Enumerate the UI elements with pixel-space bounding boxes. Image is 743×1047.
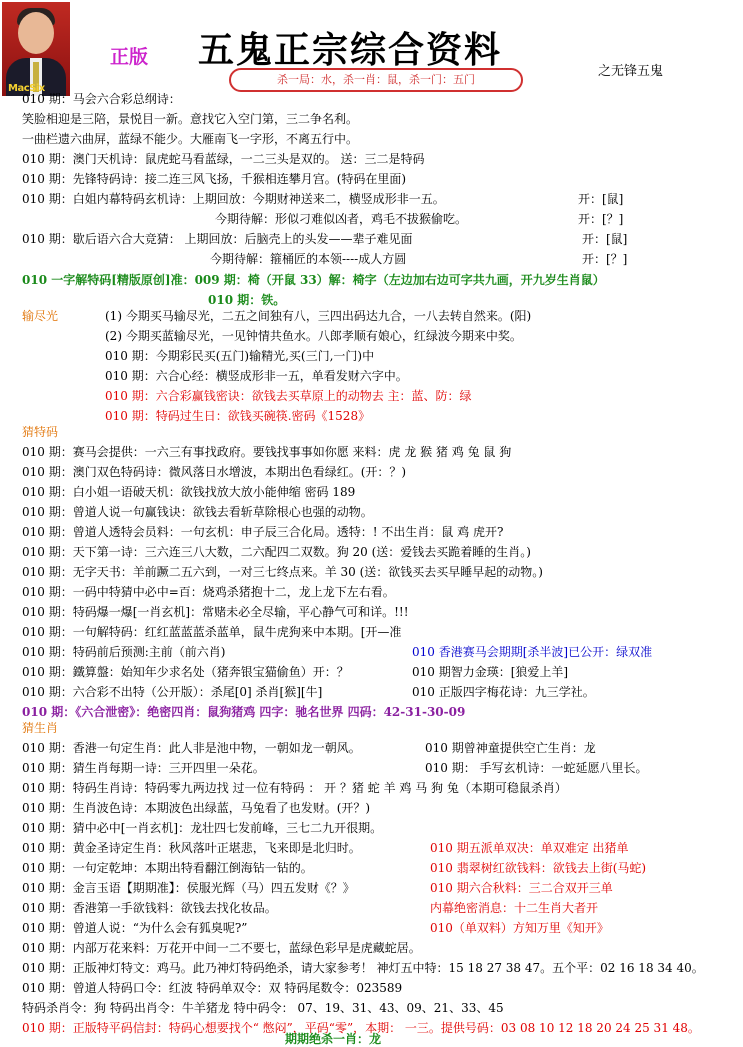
text-line: 010（单双料）方知万里《知开》: [430, 921, 609, 935]
text-line: 010 期：白小姐一语破天机：欲钱找放大放小能伸缩 密码 189: [22, 485, 356, 499]
text-line: 010 期：无字天书：羊前蹶二五六到，一对三七终点来。羊 30 (送：欲钱买去买早睡早起的动物。): [22, 565, 543, 579]
text-line: 一曲栏遗六曲屏，蓝绿不能少。大雁南飞一字形，不离五行中。: [22, 132, 359, 146]
author-photo: [2, 2, 70, 96]
text-line: 010 期： 手写玄机诗：一蛇延愿八里长。: [425, 761, 648, 775]
text-line: 010 香港赛马会期期[杀半波]已公开：绿双准: [412, 645, 653, 659]
text-line: 010 期：澳门双色特码诗：微风落日水增波，本期出色看绿红。(开：？): [22, 465, 407, 479]
text-line: 猜特码: [22, 425, 59, 439]
text-line: 010 期：六合彩赢钱密诀：欲钱去买草原上的动物去 主：蓝、防：绿: [105, 389, 472, 403]
text-line: 010 期：马会六合彩总纲诗：: [22, 92, 181, 106]
edition-badge: 正版: [110, 46, 149, 68]
text-line: 010 期：猜中必中[一肖玄机]：龙壮四七发前峰，三七二九开很期。: [22, 821, 383, 835]
text-line: 今期待解：箍桶匠的本领----成人方圆: [210, 252, 407, 266]
text-line: 010 期：《六合泄密》：绝密四肖：鼠狗猪鸡 四字：驰名世界 四码：42-31-30-09: [22, 705, 466, 719]
text-line: 010 期曾神童提供空亡生肖：龙: [425, 741, 596, 755]
text-line: 输尽光: [22, 309, 59, 323]
text-line: 010 期：白姐内幕特码玄机诗：上期回放：今期财神送来二，横竖成形非一五。: [22, 192, 445, 206]
text-line: 010 期：黄金圣诗定生肖：秋风落叶正堪悲，飞来即是北归时。: [22, 841, 361, 855]
text-line: 010 期：歇后语六合大竞猜： 上期回放：后脑壳上的头发——辈子难见面: [22, 232, 413, 246]
text-line: 010 期五派单双决：单双难定 出猪单: [430, 841, 629, 855]
text-line: 开：[鼠]: [582, 232, 628, 246]
text-line: 010 期：金言玉语【期期准】：侯服光辉（马）四五发财《？》: [22, 881, 355, 895]
text-line: 010 期：澳门天机诗：鼠虎蛇马看蓝绿，一二三头是双的。 送：三二是特码: [22, 152, 425, 166]
text-line: 010 期：生肖波色诗：本期波色出绿蓝，马兔看了也发财。(开？): [22, 801, 371, 815]
text-line: 010 期：正版特平码信封：特码心想要找个“ 憋闷”，平码“零”，本期： 一三。提供号码：03 08 10 12 18 20 24 25 31 48。: [22, 1021, 700, 1035]
text-line: 010 期：曾道人特码口令：红波 特码单双令：双 特码尾数令：023589: [22, 981, 403, 995]
text-line: 010 期：天下第一诗：三六连三八大数，二六配四二双数。狗 20 (送：爱钱去买跪着睡的生肖。): [22, 545, 531, 559]
text-line: 010 期：先锋特码诗：接二连三风飞扬，千猴相连攀月宫。(特码在里面): [22, 172, 407, 186]
text-line: 010 期：曾道人透特会员料：一句玄机：申子辰三合化局。透特：! 不出生肖：鼠 鸡 虎开?: [22, 525, 504, 539]
text-line: 开：[？]: [578, 212, 624, 226]
text-line: 010 期：正版神灯特文：鸡马。此乃神灯特码绝杀，请大家参考！ 神灯五中特：15 18 27 38 47。五个平：02 16 18 34 40。: [22, 961, 704, 975]
text-line: 010 期：猜生肖每期一诗：三开四里一朵花。: [22, 761, 265, 775]
text-line: 010 期：特码前后预测:主前（前六肖): [22, 645, 226, 659]
text-line: 010 期：香港第一手欲钱料：欲钱去找化妆品。: [22, 901, 277, 915]
text-line: (2) 今期买蓝输尽光，一见钟情共鱼水。八郎孝顺有娘心，红绿波今期来中奖。: [105, 329, 522, 343]
text-line: 笑脸相迎是三陪，景悦目一新。意找它入空门第，三二争名利。: [22, 112, 359, 126]
text-line: 特码杀肖令：狗 特码出肖令：牛羊猪龙 特中码令： 07、19、31、43、09、21、33、45: [22, 1001, 504, 1015]
author-name: 之无锋五鬼: [598, 64, 664, 79]
text-line: 010 期：特码爆一爆[一肖玄机]：常赌未必全尽输，平心静气可和详。!!!: [22, 605, 409, 619]
text-line: 今期待解：形似刁难似凶者，鸡毛不拔猴偷吃。: [215, 212, 468, 226]
text-line: 010 期：香港一句定生肖：此人非是池中物，一朝如龙一朝风。: [22, 741, 361, 755]
text-line: 内幕绝密消息：十二生肖大者开: [430, 901, 599, 915]
text-line: 010 期：六合心经：横竖成形非一五，单看发财六字中。: [105, 369, 408, 383]
text-line: 010 一字解特码[精版原创]准：009 期：椅（开鼠 33）解：椅字（左边加右边可字共九画，开九岁生肖鼠）: [22, 273, 605, 287]
kill-line-box: 杀一局：水，杀一肖：鼠，杀一门：五门: [229, 68, 523, 92]
text-line: 010 期：六合彩不出特（公开版）：杀尾[0] 杀肖[猴][牛]: [22, 685, 323, 699]
text-line: 开：[？]: [582, 252, 628, 266]
text-line: 010 期：鐵算盤：始知年少求名处（猪奔银宝猫偷鱼）开：？: [22, 665, 349, 679]
text-line: 010 期：内部万花来料：万花开中间一二不要七，蓝绿色彩早是虎藏蛇居。: [22, 941, 421, 955]
text-line: 010 期六合秋料：三二合双开三单: [430, 881, 613, 895]
text-line: 010 期智力金瑛：[狼爱上羊]: [412, 665, 569, 679]
text-line: (1) 今期买马输尽光，二五之间独有八，三四出码达九合，一八去转自然来。(阳): [105, 309, 532, 323]
text-line: 010 期：一句解特码：红红蓝蓝蓝杀蓝单，鼠牛虎狗来中本期。[开—准: [22, 625, 402, 639]
page-title: 五鬼正宗综合资料: [198, 29, 503, 71]
text-line: 猜生肖: [22, 721, 59, 735]
text-line: 010 期：曾道人说：“为什么会有狐臭呢?”: [22, 921, 248, 935]
text-line: 期期绝杀一肖：龙: [285, 1032, 382, 1046]
photo-logo: MacSix: [8, 83, 45, 94]
text-line: 010 期：特码过生日：欲钱买碗筷.密码《1528》: [105, 409, 371, 423]
text-line: 010 正版四字梅花诗：九三学社。: [412, 685, 595, 699]
text-line: 010 期：赛马会提供：一六三有事找政府。要钱找事事如你愿 来料：虎 龙 猴 猪 鸡 兔 鼠 狗: [22, 445, 512, 459]
text-line: 010 期：特码生肖诗：特码零九两边找 过一位有特码 ： 开 ？猪 蛇 羊 鸡 马 狗 兔（本期可稳鼠杀肖）: [22, 781, 567, 795]
text-line: 010 期：一码中特猜中必中=百：烧鸡杀猪抱十二，龙上龙下左右看。: [22, 585, 395, 599]
text-line: 010 期：曾道人说一句赢钱诀：欲钱去看斩草除根心也强的动物。: [22, 505, 373, 519]
text-line: 010 翡翠树红欲钱料：欲钱去上街(马蛇): [430, 861, 647, 875]
text-line: 开：[鼠]: [578, 192, 624, 206]
text-line: 010 期：一句定乾坤：本期出特看翻江倒海钻一钻的。: [22, 861, 313, 875]
text-line: 010 期：铁。: [208, 293, 286, 307]
text-line: 010 期：今期彩民买(五门)输精光,买(三门,一门)中: [105, 349, 375, 363]
